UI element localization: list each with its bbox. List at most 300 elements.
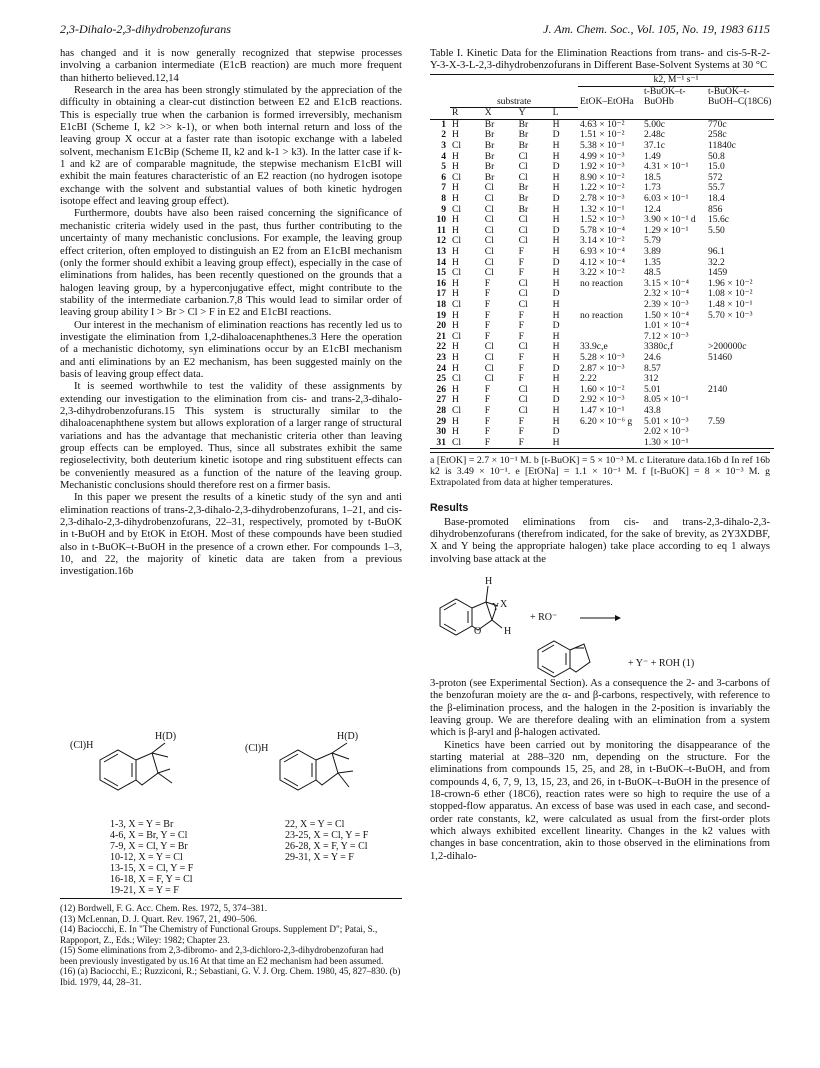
table-cell: 18.5 [644,171,661,183]
compound-label: 26-28, X = F, Y = Cl [285,841,368,852]
table-cell: F [518,415,524,427]
table-cell: H [452,150,459,162]
eq-label-x: X [500,599,508,610]
table-row [430,364,774,375]
table-row [430,438,774,449]
compound-number: 29 [436,415,446,427]
table-cell: 4.63 × 10⁻² [580,118,625,130]
compound-number: 24 [436,362,446,374]
table-cell: H [452,383,459,395]
compound-label: 16-18, X = F, Y = Cl [110,874,193,885]
table-cell: Cl [518,341,528,353]
table-cell: H [552,182,560,194]
table-cell: D [552,193,560,205]
cis-structure-legend [285,819,368,863]
table-row [430,406,774,417]
compound-number: 22 [436,341,446,353]
table-cell: Br [518,193,529,205]
table-cell: Cl [484,203,494,215]
table-cell: 32.2 [708,256,725,268]
table-cell: 5.01 [644,383,661,395]
compound-label: 7-9, X = Cl, Y = Br [110,841,188,852]
paragraph: has changed and it is now generally recognized that stepwise processes involving a carbanion intermediate (E1cB reaction) are much more frequent than hitherto believed.12,14 [60,48,402,84]
compound-number: 12 [436,235,446,247]
compound-number: 9 [441,203,446,215]
table-cell: 856 [708,203,723,215]
table-cell: 18.4 [708,193,725,205]
table-cell: Cl [484,182,494,194]
table-cell: H [452,161,459,173]
table-cell: 51460 [708,351,732,363]
compound-number: 6 [441,171,446,183]
table-cell: Cl [518,224,528,236]
compound-number: 4 [441,150,446,162]
table-cell: Cl [518,394,528,406]
table-cell [706,364,774,375]
compound-number: 17 [436,288,446,300]
table-cell: H [552,277,560,289]
table-cell: F [518,362,524,374]
table-cell [706,321,774,332]
table-cell: Cl [452,171,462,183]
table-cell: 8.90 × 10⁻² [580,171,625,183]
table-cell: Cl [484,267,494,279]
table-cell: F [484,309,491,321]
paragraph: 3-proton (see Experimental Section). As a consequence the 2- and 3-carbons of the benzofuran moiety are the α- and β-carbons, respectively, with reference to the β-elimination process, and the halogen in the 2-position is invariably the leaving group. We are therefore dealing with an elimination from a system which is β-aryl and β-halogen activated. [430,678,770,739]
table-cell: >200000c [708,341,747,353]
table-cell [578,300,642,311]
table-cell: 2.87 × 10⁻³ [580,362,625,374]
table-cell: 2.22 [580,373,597,385]
trans-structure [70,731,220,896]
reference: (14) Baciocchi, E. In "The Chemistry of Functional Groups. Supplement D"; Patai, S., Rappoport, Z., Eds.; Wiley: 1982; Chapter 23. [60,924,378,945]
table-cell: 1.29 × 10⁻¹ [644,224,689,236]
table-footnote: a [EtOK] = 2.7 × 10⁻¹ M. b [t-BuOK] = 5 × 10⁻³ M. c Literature data.16b d In ref 16b k2 is 3.49 × 10⁻¹. e [EtONa] = 1.1 × 10⁻¹ M. f [t-BuOK] = 8 × 10⁻³ M. g Extrapolated from data at higher temperatures. [430,452,770,488]
table-cell: H [552,309,560,321]
table-cell: 1.49 [644,150,661,162]
table-cell: 8.57 [644,362,661,374]
table-cell [578,427,642,438]
eq-label-h: H [485,576,493,587]
table-cell: Cl [484,193,494,205]
table-cell: 5.70 × 10⁻³ [708,309,753,321]
table-cell: D [552,320,560,332]
table-cell: Cl [452,203,462,215]
compound-number: 10 [436,214,446,226]
left-column [60,48,402,579]
table-cell: H [552,373,560,385]
table-cell: H [552,267,560,279]
table-cell: 4.31 × 10⁻¹ [644,161,689,173]
table-cell: H [552,341,560,353]
compound-number: 23 [436,351,446,363]
table-cell: F [484,320,491,332]
table-cell: Cl [484,351,494,363]
col-header: R [452,107,459,119]
table-cell: H [552,351,560,363]
table-cell: Br [518,140,529,152]
col-header: X [484,107,492,119]
table-cell: 1.52 × 10⁻³ [580,214,625,226]
table-cell: H [552,436,560,448]
table-cell: H [452,362,459,374]
table-cell: Cl [484,214,494,226]
table-cell: Cl [484,373,494,385]
table-cell: H [452,426,459,438]
table-cell: Cl [452,404,462,416]
table-cell: D [552,129,560,141]
compound-number: 27 [436,394,446,406]
compound-number: 5 [441,161,446,173]
table-cell: H [452,214,459,226]
table-cell: 5.50 [708,224,725,236]
table-cell: D [552,224,560,236]
col-header: L [552,107,559,119]
table-cell: Cl [452,298,462,310]
table-cell: H [552,140,560,152]
compound-number: 11 [436,224,446,236]
table-cell: H [452,246,459,257]
table-cell: H [552,171,560,183]
table-cell: Cl [484,362,494,374]
table-cell: Cl [518,298,528,310]
table-cell: 5.00c [644,118,666,130]
table-cell: 258c [708,129,727,141]
table-cell: 55.7 [708,182,725,194]
table-cell: Cl [452,235,462,247]
table-cell: Cl [518,404,528,416]
table-cell: Cl [518,288,528,300]
table-row [430,300,774,311]
table-cell: Cl [452,330,462,342]
table-cell: 4.12 × 10⁻⁴ [580,256,625,268]
table-cell: D [552,288,560,300]
table-cell: 312 [644,373,659,385]
table-cell: Cl [518,161,528,173]
table-cell: D [552,362,560,374]
eq-products: + Y⁻ + ROH (1) [628,658,695,669]
table-cell: H [552,203,560,215]
substrate-header: substrate [450,86,578,108]
table-cell: F [518,436,524,448]
compound-label: 23-25, X = Cl, Y = F [285,830,369,841]
table-cell: Br [518,203,529,215]
table-cell: 2.78 × 10⁻³ [580,193,625,205]
paragraph: It is seemed worthwhile to test the validity of these assignments by extending our investigation to the elimination from cis- and trans-2,3-dihalo-2,3-dihydrobenzofurans.15 This system is structurally similar to the dihaloacenaphthene system but allows exploration of a larger range of structural variations and has the advantage that mechanistic criteria other than leaving group effects can be employed. Thus, since all substrates exhibit the same regioselectivity, both deuterium kinetic isotope and ring substituent effects can be conveniently measured as a function of the nature of the leaving group. Mechanistic conclusions should therefore rest on a firmer basis. [60,381,402,492]
table-cell: Br [518,129,529,141]
table-cell: H [452,415,459,427]
table-cell [706,406,774,417]
table-cell: H [552,150,560,162]
table-row [430,321,774,332]
structure-label-top: H(D) [155,731,177,742]
table-cell: 4.99 × 10⁻³ [580,150,625,162]
table-cell: 12.4 [644,203,661,215]
kinetic-table [430,74,774,449]
results-heading: Results [430,502,469,515]
table-cell: 2.92 × 10⁻³ [580,394,625,406]
compound-number: 16 [436,277,446,289]
compound-number: 20 [436,320,446,332]
table-cell: H [552,415,560,427]
reference: (15) Some eliminations from 2,3-dibromo- and 2,3-dichloro-2,3-dihydrobenzofuran had been previously investigated by us.16 At that time an E2 mechanism had been assumed. [60,945,384,966]
trans-structure-legend [110,819,193,896]
col-header: t-BuOK–t-BuOH–C(18C6) [708,85,772,108]
table-cell: 1.92 × 10⁻³ [580,161,625,173]
table-cell: H [552,235,560,247]
paragraph: Our interest in the mechanism of elimination reactions has recently led us to investigate the elimination from 1,2-dihaloacenaphthenes.3 Here the operation of a mechanistic dichotomy, syn eliminations occur by an E1cBI mechanism and anti eliminations by an E2 mechanism, has been suggested mainly on the basis of leaving group effect data. [60,319,402,380]
table-cell: Br [484,118,495,130]
table-cell: H [452,288,459,300]
table-cell: H [452,309,459,321]
eq-label-o: O [474,626,482,637]
reference: (13) McLennan, D. J. Quart. Rev. 1967, 21, 490–506. [60,913,257,924]
table-cell: F [518,351,524,363]
table-cell: Br [484,150,495,162]
table-cell: F [518,330,524,342]
table-cell: 2.02 × 10⁻³ [644,426,689,438]
table-cell: 1.96 × 10⁻² [708,277,753,289]
table-cell: Cl [484,341,494,353]
table-cell: H [452,394,459,406]
table-cell: 5.79 [644,235,661,247]
table-cell [706,438,774,449]
table-row [430,247,774,258]
table-cell: H [452,277,459,289]
table-cell: H [452,320,459,332]
table-cell: H [452,341,459,353]
equation-1 [430,566,770,678]
table-cell: F [518,373,524,385]
table-cell: 5.01 × 10⁻³ [644,415,689,427]
table-cell: D [552,426,560,438]
compound-number: 8 [441,193,446,205]
reference: (12) Bordwell, F. G. Acc. Chem. Res. 1972, 5, 374–381. [60,903,267,913]
table-cell: Br [484,129,495,141]
cis-structure-drawing [255,735,375,815]
table-cell: 6.93 × 10⁻⁴ [580,246,625,257]
col-header: Y [518,107,526,119]
cis-structure [245,731,405,875]
table-cell: Br [484,171,495,183]
table-cell [706,395,774,406]
table-cell: 6.03 × 10⁻¹ [644,193,689,205]
table-cell: 3.14 × 10⁻² [580,235,625,247]
header-journal: J. Am. Chem. Soc., Vol. 105, No. 19, 1983 6115 [543,22,770,36]
col-header: EtOK–EtOHa [580,96,634,108]
table-cell: Cl [518,214,528,226]
table-cell: 2.39 × 10⁻³ [644,298,689,310]
table-cell: H [452,256,459,268]
compound-number: 13 [436,246,446,257]
table-cell: 15.0 [708,161,725,173]
compound-number: 15 [436,267,446,279]
compound-number: 25 [436,373,446,385]
table-cell: 1.01 × 10⁻⁴ [644,320,689,332]
table-cell: 1.48 × 10⁻¹ [708,298,753,310]
compound-number: 30 [436,426,446,438]
table-cell: H [452,224,459,236]
table-cell: 2.48c [644,129,666,141]
table-cell: 770c [708,118,727,130]
table-cell: 1.51 × 10⁻² [580,129,625,141]
table-caption: Table I. Kinetic Data for the Elimination Reactions from trans- and cis-5-R-2-Y-3-X-3-L-2,3-dihydrobenzofurans in Different Base-Solvent Systems at 30 °C [430,48,770,71]
table-cell: 7.59 [708,415,725,427]
table-row [430,417,774,428]
table-cell: F [484,277,491,289]
table-cell: H [552,404,560,416]
table-cell: H [452,182,459,194]
table-cell: F [484,330,491,342]
table-cell: Cl [518,150,528,162]
table-cell: H [552,246,560,257]
compound-number: 31 [436,436,446,448]
table-cell: 5.78 × 10⁻⁴ [580,224,625,236]
paragraph: Kinetics have been carried out by monitoring the disappearance of the starting material at 288–320 nm, depending on the structure. For the eliminations from compounds 15, 25, and 28, in t-BuOK–t-BuOH, and from compounds 4, 6, 7, 9, 13, 15, 23, and 26, in t-BuOK–t-BuOH in the presence of 18-crown-6 ether (18C6), reaction rates were so high to require the use of a stopped-flow apparatus. An excess of base was used in each case, and second-order rate constants, k2, were calculated as usual from the first-order plots which always exhibited excellent linearity. Changes in the k2 values with changes in base concentration, akin to those observed in the eliminations from 1,2-dihalo- [430,739,770,862]
table-cell: 3.22 × 10⁻² [580,267,625,279]
compound-number: 2 [441,129,446,141]
compound-number: 3 [441,140,446,152]
table-cell [578,321,642,332]
structure-label-top: H(D) [337,731,359,742]
compound-number: 7 [441,182,446,194]
table-cell: Br [518,182,529,194]
table-row [430,353,774,364]
table-cell: 1.73 [644,182,661,194]
table-cell: F [518,246,524,257]
table-cell: Br [518,118,529,130]
table-cell: F [518,267,524,279]
table-cell: 1.60 × 10⁻² [580,383,625,395]
table-cell: Cl [452,436,462,448]
table-cell: H [552,383,560,395]
table-cell: no reaction [580,277,623,289]
compound-number: 26 [436,383,446,395]
table-cell: F [518,426,524,438]
compound-label: 29-31, X = Y = F [285,852,354,863]
equation-drawing [430,566,770,678]
table-cell: H [452,118,459,130]
compound-number: 1 [441,118,446,130]
table-cell: Cl [484,224,494,236]
table-cell: H [552,118,560,130]
eq-reagent: + RO⁻ [530,612,558,623]
table-cell: F [518,309,524,321]
table-cell: H [452,351,459,363]
table-cell: 1.22 × 10⁻² [580,182,625,194]
table-cell: 37.1c [644,140,666,152]
table-cell: Cl [518,277,528,289]
table-cell: F [518,256,524,268]
table-cell: 1.30 × 10⁻¹ [644,436,689,448]
compound-label: 13-15, X = Cl, Y = F [110,863,194,874]
table-cell: Cl [452,267,462,279]
table-cell: D [552,394,560,406]
table-cell: 1.35 [644,256,661,268]
table-cell: 6.20 × 10⁻⁶ g [580,415,633,427]
table-cell: Cl [484,246,494,257]
table-cell: Br [484,161,495,173]
compound-label: 1-3, X = Y = Br [110,819,174,830]
table-cell: 572 [708,171,723,183]
table-cell: Cl [518,383,528,395]
paragraph: Research in the area has been strongly stimulated by the appreciation of the difficulty in obtaining a clear-cut distinction between E2 and E1cB reactions. This is especially true when the carbanion is formed irreversibly, mechanism E1cBI (Scheme I, k2 >> k-1), or when both internal return and loss of the leaving group X occur at a faster rate than isotopic exchange with a labeled solvent, mechanism E1cBip (Scheme II, k2 and k-1 > k3). In the latter case if k-1 and k2 are of comparable magnitude, the stepwise mechanism E1cBI will exhibit the main features characteristic of an E2 reaction (no hydrogen isotope exchange with the solvent and substantial values of both kinetic hydrogen isotope effect and leaving group effect). [60,85,402,208]
table-cell: H [552,330,560,342]
table-cell: 2.32 × 10⁻⁴ [644,288,689,300]
table-cell: D [552,256,560,268]
col-header: t-BuOK–t-BuOHb [644,85,686,108]
table-cell: Cl [452,373,462,385]
table-cell: Cl [518,171,528,183]
table-cell: 3.90 × 10⁻¹ d [644,214,696,226]
table-cell: 15.6c [708,214,730,226]
table-cell: 3.15 × 10⁻⁴ [644,277,689,289]
table-cell: 3.89 [644,246,661,257]
compound-label: 10-12, X = Y = Cl [110,852,183,863]
table-cell: 8.05 × 10⁻¹ [644,394,689,406]
eq-label-h2: H [504,626,512,637]
table-row [430,311,774,322]
table-cell: Br [484,140,495,152]
compound-label: 19-21, X = Y = F [110,885,179,896]
table-body [430,119,774,448]
paragraph: Base-promoted eliminations from cis- and trans-2,3-dihalo-2,3-dihydrobenzofurans (therefrom indicated, for the sake of brevity, as 2Y3XDBF, X and Y being the appropriate halogen) take place according to eq 1 always involving base attack at the [430,516,770,565]
table-cell [706,427,774,438]
structure-label-side: (Cl)H [70,740,94,751]
right-column [430,48,770,863]
table-cell: 5.38 × 10⁻¹ [580,140,625,152]
table-cell: F [484,404,491,416]
references [60,898,402,987]
table-cell: F [484,383,491,395]
compound-label: 4-6, X = Br, Y = Cl [110,830,188,841]
table-cell: 5.28 × 10⁻³ [580,351,625,363]
paragraph: In this paper we present the results of a kinetic study of the syn and anti elimination reactions of trans-2,3-dihalo-2,3-dihydrobenzofurans, 1–21, and cis-2,3-dihalo-2,3-dihydrobenzofurans, 22–31, respectively, promoted by t-BuOK in t-BuOH and by EtOK in EtOH. Most of these compounds have been studied also in t-BuOK–t-BuOH in the presence of a crown ether. For compounds 1–3, 10, and 22, the majority of kinetic data are taken from a previous investigation.16b [60,492,402,578]
table-cell: F [484,298,491,310]
table-cell: H [552,214,560,226]
table-cell: Cl [484,256,494,268]
table-cell: 48.5 [644,267,661,279]
table-cell: 33.9c,e [580,341,608,353]
table-cell: 1.08 × 10⁻² [708,288,753,300]
compound-number: 14 [436,256,446,268]
table-cell: Cl [518,235,528,247]
table-cell: F [484,415,491,427]
reference: (16) (a) Baciocchi, E.; Ruzziconi, R.; Sebastiani, G. V. J. Org. Chem. 1980, 45, 827–830. (b) Ibid. 1979, 44, 28–31. [60,966,401,987]
table-cell: 1.47 × 10⁻¹ [580,404,625,416]
table-cell: F [484,436,491,448]
compound-number: 28 [436,404,446,416]
table-row [430,427,774,438]
structure-label-side: (Cl)H [245,743,269,754]
table-cell: 1.32 × 10⁻¹ [580,203,625,215]
compound-number: 21 [436,330,446,342]
eq-label-y: Y [492,602,500,613]
table-cell: Cl [484,235,494,247]
table-cell [578,438,642,449]
compound-number: 19 [436,309,446,321]
table-cell: H [452,193,459,205]
table-cell: 3380c,f [644,341,674,353]
table-cell: 50.8 [708,150,725,162]
table-cell: 43.8 [644,404,661,416]
table-cell [578,289,642,300]
table-cell: 1.50 × 10⁻⁴ [644,309,689,321]
table-cell: F [484,394,491,406]
table-cell: 11840c [708,140,736,152]
compound-label: 22, X = Y = Cl [285,819,345,830]
table-cell: 24.6 [644,351,661,363]
